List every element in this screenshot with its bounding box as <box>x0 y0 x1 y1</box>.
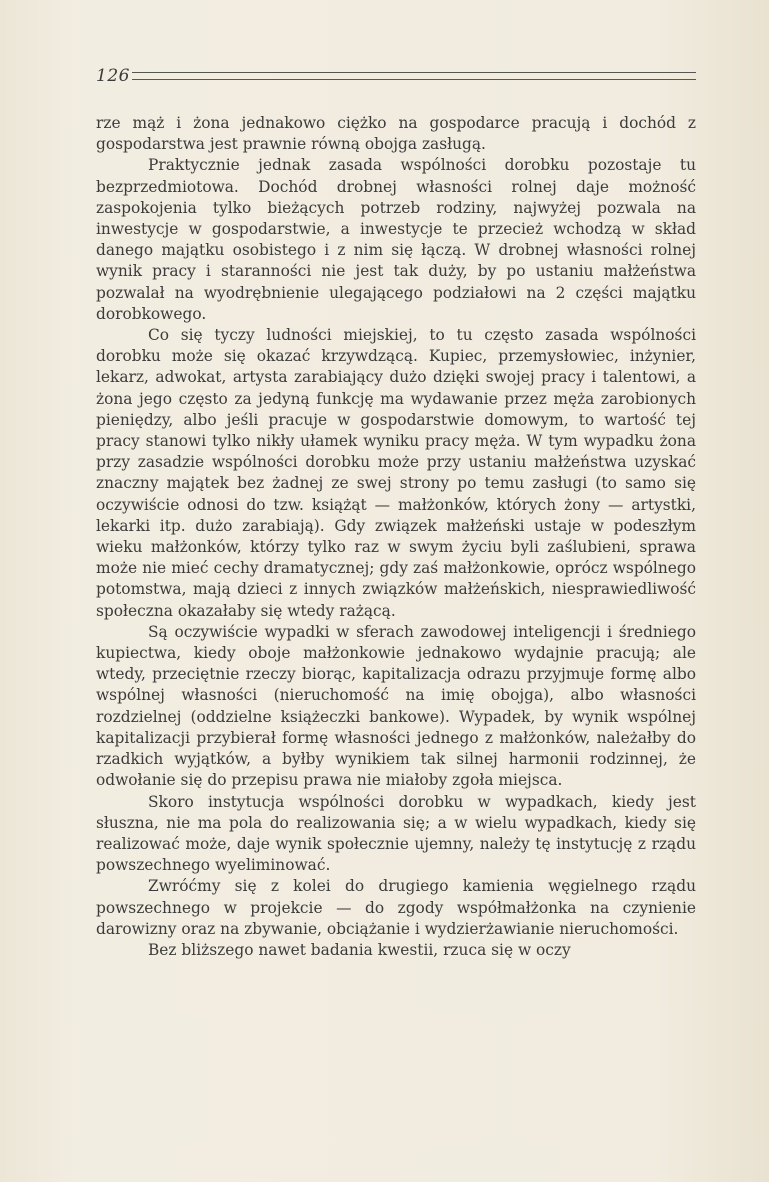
paragraph: rze mąż i żona jednakowo ciężko na gospodarce pracują i dochód z gospodarstwa jest prawnie równą obojga zasługą. <box>96 114 696 154</box>
body-text <box>96 113 696 961</box>
paragraph: Bez bliższego nawet badania kwestii, rzuca się w oczy <box>148 940 571 959</box>
paragraph: Zwróćmy się z kolei do drugiego kamienia węgielnego rządu powszechnego w projekcie — do zgody współmałżonka na czynienie darowizny oraz na zbywanie, obciążanie i wydzierżawianie nieruchomości. <box>96 877 696 938</box>
paragraph: Skoro instytucja wspólności dorobku w wypadkach, kiedy jest słuszna, nie ma pola do realizowania się; a w wielu wypadkach, kiedy się realizować może, daje wynik społecznie ujemny, należy tę instytucję z rządu powszechnego wyeliminować. <box>96 792 696 875</box>
paragraph: Praktycznie jednak zasada wspólności dorobku pozostaje tu bezprzedmiotowa. Dochód drobnej własności rolnej daje możność zaspokojenia tylko bieżących potrzeb rodziny, najwyżej pozwala na inwestycje w gospodarstwie, a inwestycje te przecież wchodzą w skład danego majątku osobistego i z nim się łączą. W drobnej własności rolnej wynik pracy i staranności nie jest tak duży, by po ustaniu małżeństwa pozwalał na wyodrębnienie ulegającego podziałowi na 2 części majątku dorobkowego. <box>96 156 696 323</box>
paragraph: Co się tyczy ludności miejskiej, to tu często zasada wspólności dorobku może się okazać krzywdzącą. Kupiec, przemysłowiec, inżynier, lekarz, adwokat, artysta zarabiający dużo dzięki swojej pracy i talentowi, a żona jego często za jedyną funkcję ma wydawanie przez męża zarobionych pieniędzy, albo jeśli pracuje w gospodarstwie domowym, to wartość tej pracy stanowi tylko nikły ułamek wyniku pracy męża. W tym wypadku żona przy zasadzie wspólności dorobku może przy ustaniu małżeństwa uzyskać znaczny majątek bez żadnej ze swej strony po temu zasługi (to samo się oczywiście odnosi do tzw. książąt — małżonków, których żony — artystki, lekarki itp. dużo zarabiają). Gdy związek małżeński ustaje w podeszłym wieku małżonków, którzy tylko raz w swym życiu byli zaślubieni, sprawa może nie mieć cechy dramatycznej; gdy zaś małżonkowie, oprócz wspólnego potomstwa, mają dzieci z innych związków małżeńskich, niesprawiedliwość społeczna okazałaby się wtedy rażącą. <box>96 326 696 620</box>
header-rule <box>132 72 696 80</box>
page-number: 126 <box>96 66 130 86</box>
paragraph: Są oczywiście wypadki w sferach zawodowej inteligencji i średniego kupiectwa, kiedy oboje małżonkowie jednakowo wydajnie pracują; ale wtedy, przeciętnie rzeczy biorąc, kapitalizacja odrazu przyjmuje formę albo wspólnej własności (nieruchomość na imię obojga), albo własności rozdzielnej (oddzielne książeczki bankowe). Wypadek, by wynik wspólnej kapitalizacji przybierał formę własności jednego z małżonków, należałby do rzadkich wyjątków, a byłby wynikiem tak silnej harmonii rodzinnej, że odwołanie się do przepisu prawa nie miałoby zgoła miejsca. <box>96 622 696 790</box>
page-header <box>96 66 696 90</box>
